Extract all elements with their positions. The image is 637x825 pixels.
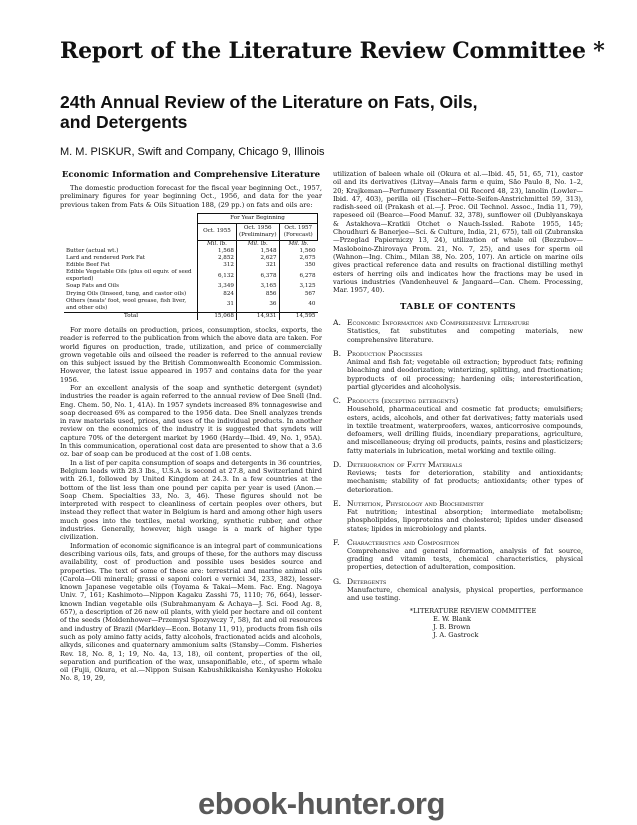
row-value: 31 bbox=[197, 298, 236, 313]
table-row bbox=[64, 248, 318, 255]
toc-section-title: Nutrition, Physiology and Biochemistry bbox=[347, 498, 484, 508]
toc-heading bbox=[333, 460, 583, 469]
toc-letter: D. bbox=[333, 460, 342, 470]
toc-letter: E. bbox=[333, 498, 341, 508]
continued-paragraph: utilization of baleen whale oil (Okura et al.—Ibid. 45, 51, 65, 71), castor oil and its derivatives (Litvay—Anais farm e quim, São Paulo 8, No. 1–2, 20; Krajkeman—Perfumery Essential Oil Record 48, 23), lanolin (Lowler—Ibid. 47, 403), perilla oil (Tischer—Fette-Seifen-Anstrichmittel 59, 313), radish-seed oil (Prakash et al.—J. Proc. Oil Technol. Assoc., India 11, 79), rapeseed oil (Bearce—Food Manuf. 32, 378), sunflower oil (Dublyanskaya & Astakhova—Kratkii Otchet o Nauch-Issled. Rabote 1955, 145; Choudhuri & Banerjee—Sci. & Culture, India, 21, 675), tall oil (Zubranska—Przeglad Papierniczy 13, 24), utilization of whale oil (Bezzubov—Masloboino-Zhirovaya Prom. 21, No. 7, 25), and uses for sperm oil (Wahnon—Ing. Chim., Milan 38, No. 205, 107). An article on marine oils gives practical reference data and results on fractional distilling methyl esters of herring oils and indicates how the fractions may be used in various industries (Vandenheuvel & Jangaard—Can. Chem. Processing, Mar. 1957, 40). bbox=[333, 170, 583, 295]
toc-section bbox=[333, 349, 583, 391]
committee-member: E. W. Blank bbox=[433, 615, 471, 624]
row-value: 3,349 bbox=[197, 283, 236, 290]
toc-letter: A. bbox=[333, 318, 341, 328]
row-value: 2,852 bbox=[197, 255, 236, 262]
row-label: Edible Vegetable Oils (plus oil equiv. of seed exported) bbox=[66, 269, 192, 283]
toc-section-title: Economic Information and Comprehensive Literature bbox=[347, 318, 530, 328]
committee-member: J. B. Brown bbox=[433, 623, 471, 632]
row-value: 321 bbox=[236, 262, 279, 269]
toc-section bbox=[333, 577, 583, 603]
table-col-header: Oct. 1956 (Preliminary) bbox=[236, 223, 279, 240]
toc-letter: B. bbox=[333, 349, 341, 359]
intro-paragraph: The domestic production forecast for the fiscal year beginning Oct., 1957, preliminary figures for year beginning Oct., 1956, and data for the year previous taken from Fats & Oils Situation 188, (29 pp.) on fats and oils are: bbox=[60, 184, 322, 209]
row-label: Edible Beef Fat bbox=[66, 262, 110, 269]
toc-description: Household, pharmaceutical and cosmetic fat products; emulsifiers; esters, acids, alcohols, and other fat derivatives; fatty materials used in textile treatment, waterproofers, waxes, anticorrosive compounds, defoamers, well drilling fluids, incendiary preparations, agriculture, and miscellaneous; drying oil products, paints, resins and plasticizers; fatty materials in lubrication, metal working and textile oiling. bbox=[347, 405, 583, 455]
row-value: 824 bbox=[197, 291, 236, 298]
toc-heading bbox=[333, 349, 583, 358]
row-label: Butter (actual wt.) bbox=[66, 247, 119, 254]
row-value: 2,675 bbox=[279, 255, 318, 262]
watermark: ebook-hunter.org bbox=[198, 786, 445, 821]
section-heading: Economic Information and Comprehensive Literature bbox=[61, 170, 321, 180]
left-column bbox=[60, 170, 322, 683]
row-value: 567 bbox=[279, 291, 318, 298]
right-column bbox=[333, 170, 583, 639]
row-label: Total bbox=[64, 312, 197, 320]
table-col-header: Oct. 1955 bbox=[197, 223, 236, 240]
row-value: 350 bbox=[279, 262, 318, 269]
unit-label: Mil. lb. bbox=[236, 240, 279, 248]
row-value: 36 bbox=[236, 298, 279, 313]
toc-title: TABLE OF CONTENTS bbox=[399, 302, 517, 313]
row-value: 15,068 bbox=[197, 312, 236, 320]
toc-section-title: Products (excepting detergents) bbox=[347, 396, 459, 406]
committee-member: J. A. Gastrock bbox=[433, 631, 479, 640]
toc-heading bbox=[333, 396, 583, 405]
table-row bbox=[64, 298, 318, 313]
table-row bbox=[64, 255, 318, 262]
toc-heading bbox=[333, 577, 583, 586]
committee-footnote bbox=[333, 607, 583, 639]
toc-description: Reviews; tests for deterioration, stability and antioxidants; mechanism; stability of fat products; antioxidants; other types of deterioration. bbox=[347, 469, 583, 494]
toc-letter: G. bbox=[333, 576, 342, 586]
table-group-header: For Year Beginning bbox=[197, 213, 317, 223]
body-paragraph: For more details on production, prices, consumption, stocks, exports, the reader is referred to the publication from which the above data are taken. For world figures on production, trade, utilization, and price of commercially grown vegetable oils and oilseed the reader is referred to the annual review on this subject issued by the British Commonwealth Economic Commission. However, the latest issue appeared in 1957 and contains data for the year 1956. bbox=[60, 325, 322, 384]
left-paragraphs bbox=[60, 326, 322, 683]
row-value: 40 bbox=[279, 298, 318, 313]
table-col-header: Oct. 1957 (Forecast) bbox=[279, 223, 318, 240]
row-value: 2,627 bbox=[236, 255, 279, 262]
row-label: Soap Fats and Oils bbox=[66, 283, 119, 290]
toc-heading bbox=[333, 318, 583, 327]
toc-letter: C. bbox=[333, 396, 341, 406]
toc-section bbox=[333, 460, 583, 494]
row-value: 1,548 bbox=[236, 248, 279, 255]
toc-section bbox=[333, 499, 583, 533]
unit-label: Mil. lb. bbox=[279, 240, 318, 248]
toc-section-title: Deterioration of Fatty Materials bbox=[347, 460, 463, 470]
report-title: Report of the Literature Review Committee * bbox=[60, 38, 605, 64]
committee-heading: *LITERATURE REVIEW COMMITTEE bbox=[409, 607, 537, 616]
toc-description: Animal and fish fat; vegetable oil extraction; byproduct fats; refining bleaching and deodorization; winterizing, splitting, and fractionation; byproducts of oil processing; hardening oils; interesterification, partial glycerides and alcoholysis. bbox=[347, 358, 583, 391]
row-value: 14,595 bbox=[279, 312, 318, 320]
row-value: 1,568 bbox=[197, 248, 236, 255]
row-value: 1,560 bbox=[279, 248, 318, 255]
toc-heading bbox=[333, 499, 583, 508]
toc-description: Manufacture, chemical analysis, physical properties, performance and use testing. bbox=[347, 585, 583, 602]
toc-heading bbox=[333, 538, 583, 547]
production-table bbox=[64, 213, 318, 320]
table-of-contents bbox=[333, 318, 583, 602]
toc-description: Comprehensive and general information, analysis of fat source, grading and vitamin tests, chemical characteristics, physical properties, detection of adulteration, composition. bbox=[347, 546, 583, 572]
row-value: 6,378 bbox=[236, 269, 279, 283]
body-paragraph: For an excellent analysis of the soap and synthetic detergent (syndet) industries the reader is again referred to the annual review of Dee Snell (Ind. Eng. Chem. 50, No. 1, 41A). In 1957 syndets increased 8% tonnageswise and soap decreased 6% as compared to the 1956 data. Dee Snell analyzes trends in raw materials used, prices, and uses of the individual products. In another review on the economics of the industry it is suggested that syndets will capture 70% of the detergent market by 1960 (Hardy—Ibid. 49, No. 1, 95A). In this communication, operational cost data are presented to show that a 3.6 oz. bar of soap can be produced at the cost of 1.08 cents. bbox=[60, 384, 322, 459]
table-total-row bbox=[64, 312, 318, 320]
toc-section bbox=[333, 538, 583, 572]
toc-section bbox=[333, 318, 583, 344]
row-value: 6,278 bbox=[279, 269, 318, 283]
row-label: Lard and rendered Pork Fat bbox=[66, 255, 146, 262]
toc-letter: F. bbox=[333, 537, 340, 547]
row-value: 14,931 bbox=[236, 312, 279, 320]
table-row bbox=[64, 269, 318, 283]
toc-section-title: Detergents bbox=[347, 576, 387, 586]
toc-description: Statistics, fat substitutes and competing materials, new comprehensive literature. bbox=[347, 327, 583, 344]
row-label: Drying Oils (linseed, tung, and castor oils) bbox=[66, 290, 187, 297]
table-row bbox=[64, 283, 318, 290]
toc-section-title: Production Processes bbox=[347, 349, 423, 359]
review-title: 24th Annual Review of the Literature on Fats, Oils, and Detergents bbox=[60, 92, 478, 132]
row-label: Others (neats' foot, wool grease, fish liver, and other oils) bbox=[66, 297, 187, 311]
toc-section-title: Characteristics and Composition bbox=[347, 537, 460, 547]
table-row bbox=[64, 291, 318, 298]
unit-label: Mil. lb. bbox=[197, 240, 236, 248]
table-body bbox=[64, 240, 318, 320]
row-value: 6,132 bbox=[197, 269, 236, 283]
body-paragraph: In a list of per capita consumption of soaps and detergents in 36 countries, Belgium leads with 28.3 lbs., U.S.A. is second at 27.8, and Switzerland third with 26.1, followed by United Kingdom at 24.3. In a few countries at the bottom of the list less than one pound per capita per year is used (Anon.—Soap Chem. Specialties 33, No. 3, 46). These figures should not be interpreted with respect to cleanliness of certain peoples over others, but instead they reflect that water in Belgium is hard and among other high users much goes into the textiles, metal working, synthetic rubber, and other industries. Generally, however, high usage is a mark of higher type civilization. bbox=[60, 458, 322, 542]
row-value: 312 bbox=[197, 262, 236, 269]
author-byline: M. M. PISKUR, Swift and Company, Chicago 9, Illinois bbox=[60, 146, 325, 158]
toc-section bbox=[333, 396, 583, 455]
row-value: 3,165 bbox=[236, 283, 279, 290]
body-paragraph: Information of economic significance is an integral part of communications describing various oils, fats, and groups of these, for the authors may discuss availability, cost of production and possible uses besides source and properties. The text of some of these are: terrestrial and marine animal oils (Carola—Oli minerali; grassi e saponi colori e vernici 34, 233, 382), lesser-known Japanese vegetable oils (Toyama & Takai—Mem. Fac. Eng. Nagoya Univ. 7, 161; Kashimoto—Nippon Kagaku Zasshi 75, 1110; 76, 664), lesser-known Indian vegetable oils (Subrahmanyam & Achaya—J. Sci. Food Ag. 8, 657), a description of 26 new oil plants, with yield per hectare and oil content of the seeds (Moldenhower—Przemysl Spozywczy 7, 58), fat and oil resources and industry of Brazil (Markley—Econ. Botany 11, 91), products from fish oils such as poly amino fatty acids, fatty alcohols, fractionated acids and alcohols, alkyds, silicones and quaternary ammonium salts (Stansby—Comm. Fisheries Rev. 18, No. 8, 1; 19, No. 4a, 13, 18), oil content, properties of the oil, separation and purification of the wax, unsaponifiable, etc., of sperm whale oil (Fujii, Okura, et al.—Nippon Suisan Kabushikikaisha Kenkyusho Hokoku No. 8, 19, 29, bbox=[60, 541, 322, 683]
row-value: 856 bbox=[236, 291, 279, 298]
row-value: 3,125 bbox=[279, 283, 318, 290]
toc-description: Fat nutrition; intestinal absorption; intermediate metabolism; phospholipides, lipoproteins and cholesterol; lipides under diseased states; lipides in microbiology and plants. bbox=[347, 507, 583, 533]
